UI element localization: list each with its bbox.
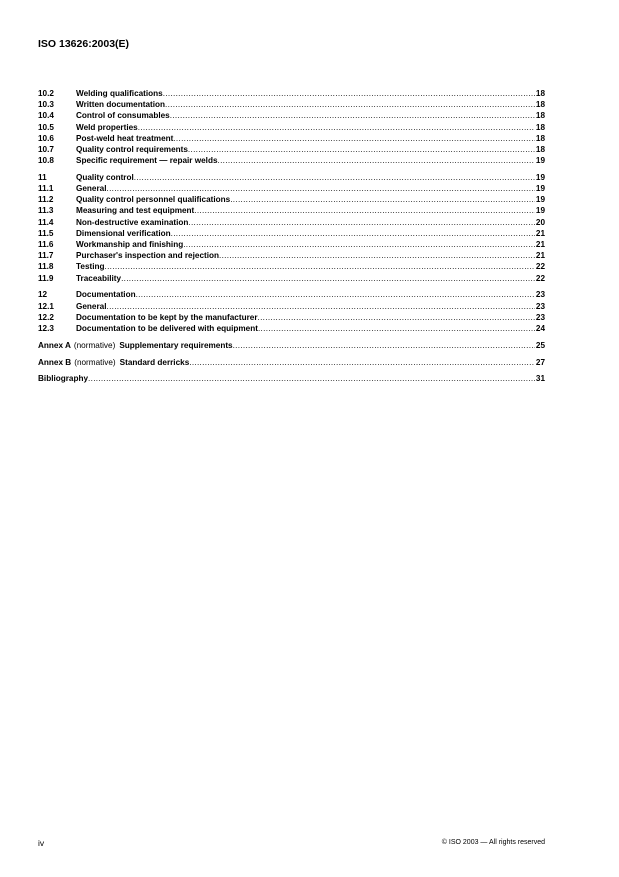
entry-number: 10.2 xyxy=(38,89,54,98)
toc-entry[interactable] xyxy=(38,99,545,110)
dot-leader xyxy=(107,183,535,194)
entry-title: Documentation to be delivered with equipment xyxy=(76,323,258,333)
entry-number: 10.8 xyxy=(38,156,54,166)
dot-leader xyxy=(194,205,535,216)
entry-number: 12.1 xyxy=(38,301,54,311)
entry-number: 11.8 xyxy=(38,262,54,272)
entry-page: 24 xyxy=(535,323,545,333)
entry-page: 18 xyxy=(535,100,545,110)
dot-leader xyxy=(105,261,535,272)
entry-title: General xyxy=(76,301,107,311)
entry-number: 11.2 xyxy=(38,195,54,205)
entry-title: Written documentation xyxy=(76,100,165,110)
toc-annex-b[interactable] xyxy=(38,357,545,368)
dot-leader xyxy=(233,340,535,351)
bibliography-page: 31 xyxy=(535,374,545,384)
entry-number: 11.3 xyxy=(38,206,54,216)
annex-type: (normative) xyxy=(73,340,116,350)
entry-page: 21 xyxy=(535,228,545,238)
entry-number: 11.1 xyxy=(38,184,54,194)
toc-annex-a[interactable] xyxy=(38,340,545,351)
entry-title: Weld properties xyxy=(76,122,138,132)
toc-entry[interactable] xyxy=(38,312,545,323)
entry-number: 11.4 xyxy=(38,217,54,227)
entry-page: 19 xyxy=(535,156,545,166)
toc-entry[interactable] xyxy=(38,250,545,261)
annex-type: (normative) xyxy=(74,357,116,367)
dot-leader xyxy=(138,122,535,133)
annex-label: Annex B xyxy=(38,357,72,367)
entry-number: 10.3 xyxy=(38,100,54,110)
entry-title: Workmanship and finishing xyxy=(76,240,184,250)
document-header: ISO 13626:2003(E) xyxy=(38,38,130,50)
entry-title: Documentation to be kept by the manufacturer xyxy=(76,312,258,322)
entry-number: 12.3 xyxy=(38,323,54,333)
toc-entry[interactable] xyxy=(38,205,545,216)
entry-title: Measuring and test equipment xyxy=(76,206,195,216)
entry-number: 10.4 xyxy=(38,111,54,121)
toc-section-12 xyxy=(38,289,545,334)
annex-label: Annex A xyxy=(38,340,71,350)
dot-leader xyxy=(189,357,535,368)
entry-page: 18 xyxy=(535,111,545,121)
entry-title: Dimensional verification xyxy=(76,228,171,238)
entry-title: General xyxy=(76,184,107,194)
toc-entry[interactable] xyxy=(38,183,545,194)
entry-number: 11.6 xyxy=(38,240,54,250)
dot-leader xyxy=(219,250,535,261)
toc-entry[interactable] xyxy=(38,323,545,334)
toc-entry[interactable] xyxy=(38,217,545,228)
toc-section-11 xyxy=(38,172,545,284)
entry-title: Welding qualifications xyxy=(76,89,163,98)
entry-number: 11.9 xyxy=(38,273,54,283)
annex-title: Standard derricks xyxy=(119,357,190,367)
entry-page: 22 xyxy=(535,273,545,283)
entry-title: Non-destructive examination xyxy=(76,217,189,227)
entry-page: 23 xyxy=(535,301,545,311)
entry-title: Post-weld heat treatment xyxy=(76,133,174,143)
dot-leader xyxy=(173,133,535,144)
entry-title: Purchaser's inspection and rejection xyxy=(76,251,219,261)
entry-number: 12 xyxy=(38,290,48,300)
toc-entry[interactable] xyxy=(38,144,545,155)
entry-page: 23 xyxy=(535,290,545,300)
dot-leader xyxy=(230,194,535,205)
entry-title: Specific requirement — repair welds xyxy=(76,156,218,166)
dot-leader xyxy=(183,239,535,250)
entry-title: Quality control xyxy=(76,172,134,182)
entry-page: 23 xyxy=(535,312,545,322)
entry-number: 10.5 xyxy=(38,122,54,132)
dot-leader xyxy=(171,228,535,239)
dot-leader xyxy=(218,155,535,166)
entry-title: Documentation xyxy=(76,290,136,300)
dot-leader xyxy=(188,144,535,155)
entry-page: 19 xyxy=(535,184,545,194)
dot-leader xyxy=(170,110,535,121)
dot-leader xyxy=(188,217,535,228)
entry-page: 19 xyxy=(535,206,545,216)
toc-entry[interactable] xyxy=(38,122,545,133)
dot-leader xyxy=(163,88,535,99)
annex-title: Supplementary requirements xyxy=(119,340,233,350)
entry-title: Testing xyxy=(76,262,105,272)
toc-entry[interactable] xyxy=(38,239,545,250)
entry-number: 10.6 xyxy=(38,133,54,143)
entry-page: 18 xyxy=(535,89,545,98)
toc-entry[interactable] xyxy=(38,172,545,183)
toc-entry[interactable] xyxy=(38,155,545,166)
toc-entry[interactable] xyxy=(38,228,545,239)
toc-entry[interactable] xyxy=(38,88,545,99)
copyright-notice: © ISO 2003 — All rights reserved xyxy=(441,839,545,846)
dot-leader xyxy=(165,99,535,110)
toc-entry[interactable] xyxy=(38,110,545,121)
bibliography-title: Bibliography xyxy=(38,374,89,384)
entry-page: 18 xyxy=(535,144,545,154)
dot-leader xyxy=(134,172,535,183)
dot-leader xyxy=(258,312,535,323)
toc-entry[interactable] xyxy=(38,273,545,284)
toc-entry[interactable] xyxy=(38,261,545,272)
entry-title: Quality control requirements xyxy=(76,144,188,154)
entry-number: 11.7 xyxy=(38,251,54,261)
toc-entry[interactable] xyxy=(38,194,545,205)
dot-leader xyxy=(88,373,535,384)
entry-number: 11.5 xyxy=(38,228,54,238)
entry-page: 20 xyxy=(535,217,545,227)
entry-number: 10.7 xyxy=(38,144,54,154)
annex-page: 27 xyxy=(535,357,545,367)
dot-leader xyxy=(136,289,535,300)
entry-page: 19 xyxy=(535,172,545,182)
toc-entry[interactable] xyxy=(38,289,545,300)
entry-number: 12.2 xyxy=(38,312,54,322)
table-of-contents xyxy=(38,88,545,384)
entry-page: 21 xyxy=(535,251,545,261)
toc-section-10 xyxy=(38,88,545,166)
dot-leader xyxy=(107,301,535,312)
toc-bibliography[interactable] xyxy=(38,373,545,384)
toc-entry[interactable] xyxy=(38,301,545,312)
entry-page: 18 xyxy=(535,122,545,132)
dot-leader xyxy=(121,273,535,284)
entry-number: 11 xyxy=(38,172,47,182)
annex-page: 25 xyxy=(535,340,545,350)
dot-leader xyxy=(258,323,535,334)
entry-title: Traceability xyxy=(76,273,122,283)
toc-entry[interactable] xyxy=(38,133,545,144)
page-number: iv xyxy=(38,838,45,848)
entry-page: 19 xyxy=(535,195,545,205)
entry-page: 22 xyxy=(535,262,545,272)
entry-title: Quality control personnel qualifications xyxy=(76,195,231,205)
entry-page: 18 xyxy=(535,133,545,143)
entry-page: 21 xyxy=(535,240,545,250)
entry-title: Control of consumables xyxy=(76,111,170,121)
